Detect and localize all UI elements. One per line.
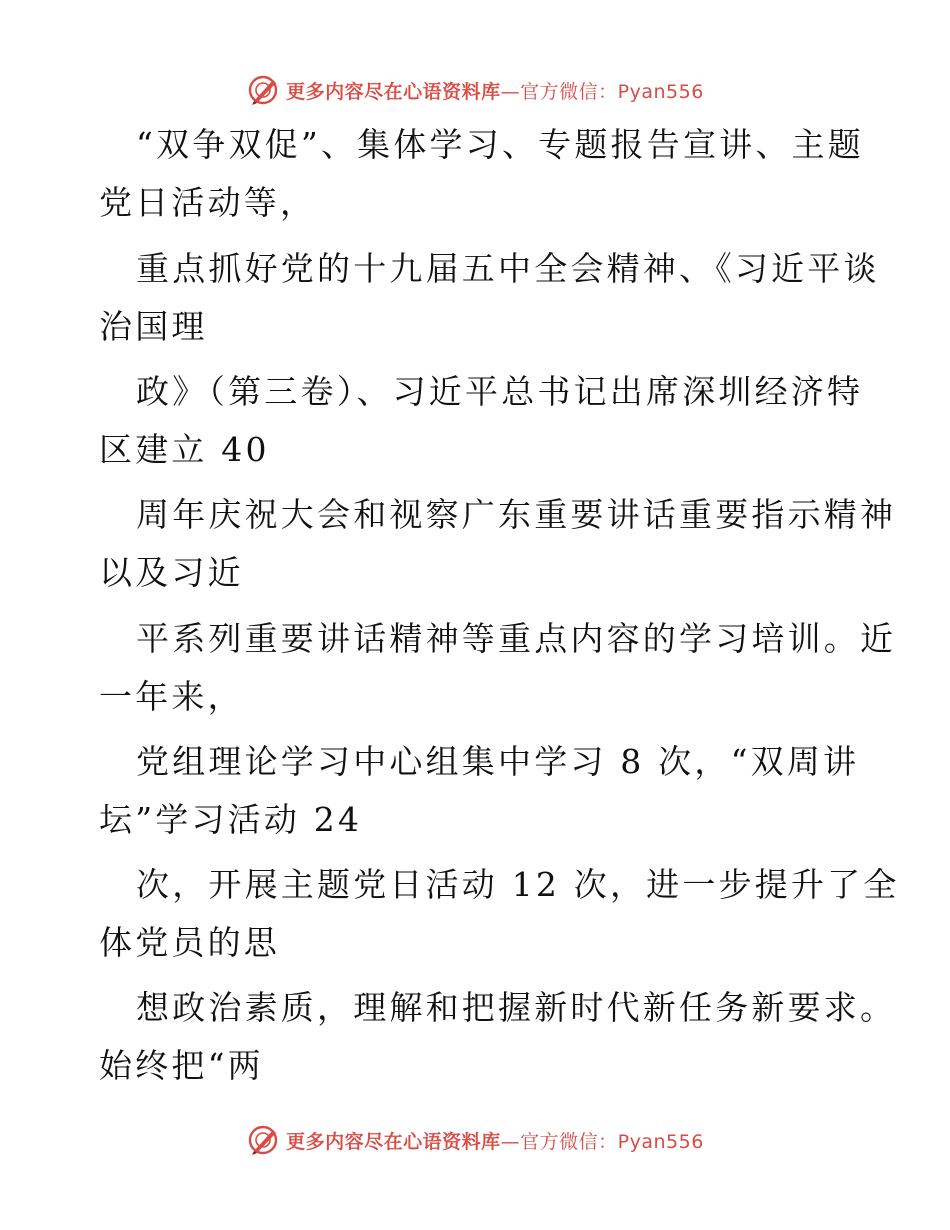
pen-logo-icon <box>246 73 280 107</box>
body-line: 重点抓好党的十九届五中全会精神、《习近平谈 <box>136 249 880 288</box>
banner-main-text: 更多内容尽在心语资料库 <box>286 1130 501 1153</box>
body-line: 周年庆祝大会和视察广东重要讲话重要指示精神 <box>136 495 897 534</box>
footer-banner <box>0 1120 950 1160</box>
body-line: “双争双促”、集体学习、专题报告宣讲、主题 <box>136 125 864 164</box>
banner-wechat-text: 官方微信：Pyan556 <box>520 80 704 103</box>
banner-separator: — <box>500 80 521 103</box>
banner-text <box>286 77 704 104</box>
pen-logo-icon <box>246 1123 280 1157</box>
body-line: 区建立 40 <box>99 430 270 469</box>
body-line: 想政治素质，理解和把握新时代新任务新要求。 <box>136 988 897 1027</box>
body-line: 次，开展主题党日活动 12 次，进一步提升了全 <box>136 865 900 904</box>
body-line: 坛”学习活动 24 <box>99 800 363 839</box>
body-line: 始终把“两 <box>99 1046 264 1085</box>
body-line: 治国理 <box>99 307 208 346</box>
banner-text <box>286 1127 704 1154</box>
body-line: 党组理论学习中心组集中学习 8 次，“双周讲 <box>136 742 860 781</box>
body-line: 一年来， <box>99 677 244 716</box>
body-line: 以及习近 <box>99 553 244 592</box>
body-line: 政》（第三卷）、习近平总书记出席深圳经济特 <box>136 372 864 411</box>
banner-separator: — <box>500 1130 521 1153</box>
banner-main-text: 更多内容尽在心语资料库 <box>286 80 501 103</box>
banner-wechat-text: 官方微信：Pyan556 <box>520 1130 704 1153</box>
body-line: 体党员的思 <box>99 923 280 962</box>
body-line: 党日活动等， <box>99 183 317 222</box>
body-line: 平系列重要讲话精神等重点内容的学习培训。近 <box>136 619 897 658</box>
header-banner <box>0 70 950 110</box>
